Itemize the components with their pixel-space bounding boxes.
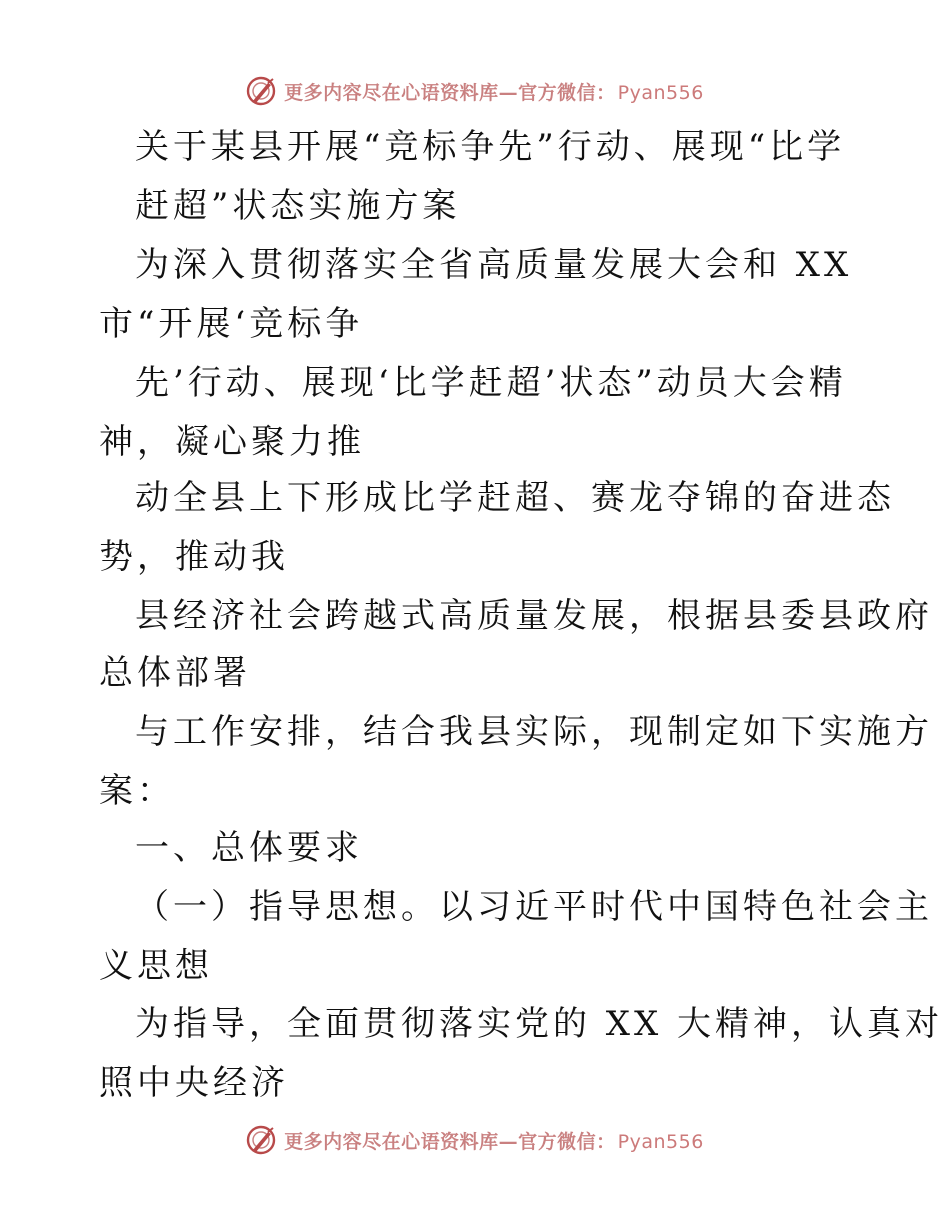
watermark-text: 更多内容尽在心语资料库—官方微信： Pyan556 <box>284 81 704 104</box>
paragraph-line: 神，凝心聚力推 <box>99 422 365 462</box>
paragraph-line: 案： <box>99 771 175 811</box>
paragraph-line: 与工作安排，结合我县实际，现制定如下实施方 <box>135 712 933 752</box>
paragraph-line: 县经济社会跨越式高质量发展，根据县委县政府 <box>135 596 933 636</box>
paragraph-line: 市“开展‘竞标争 <box>99 304 364 344</box>
section-heading: 一、总体要求 <box>135 828 363 868</box>
paragraph-line: 照中央经济 <box>99 1063 289 1103</box>
paragraph-line: 为深入贯彻落实全省高质量发展大会和 XX <box>135 245 853 285</box>
watermark-text: 更多内容尽在心语资料库—官方微信： Pyan556 <box>284 1130 704 1153</box>
paragraph-line: 总体部署 <box>99 653 251 693</box>
paragraph-line: 为指导，全面贯彻落实党的 XX 大精神，认真对 <box>135 1004 944 1044</box>
paragraph-line: 先’行动、展现‘比学赶超’状态”动员大会精 <box>135 363 847 403</box>
quill-seal-icon <box>246 1125 276 1155</box>
footer-watermark <box>0 1120 950 1160</box>
paragraph-line: （一）指导思想。以习近平时代中国特色社会主 <box>135 887 933 927</box>
title-line-1: 关于某县开展“竞标争先”行动、展现“比学 <box>135 127 846 167</box>
paragraph-line: 动全县上下形成比学赶超、赛龙夺锦的奋进态 <box>135 478 895 518</box>
title-line-2: 赶超”状态实施方案 <box>135 186 461 226</box>
paragraph-line: 势，推动我 <box>99 537 289 577</box>
paragraph-line: 义思想 <box>99 946 213 986</box>
